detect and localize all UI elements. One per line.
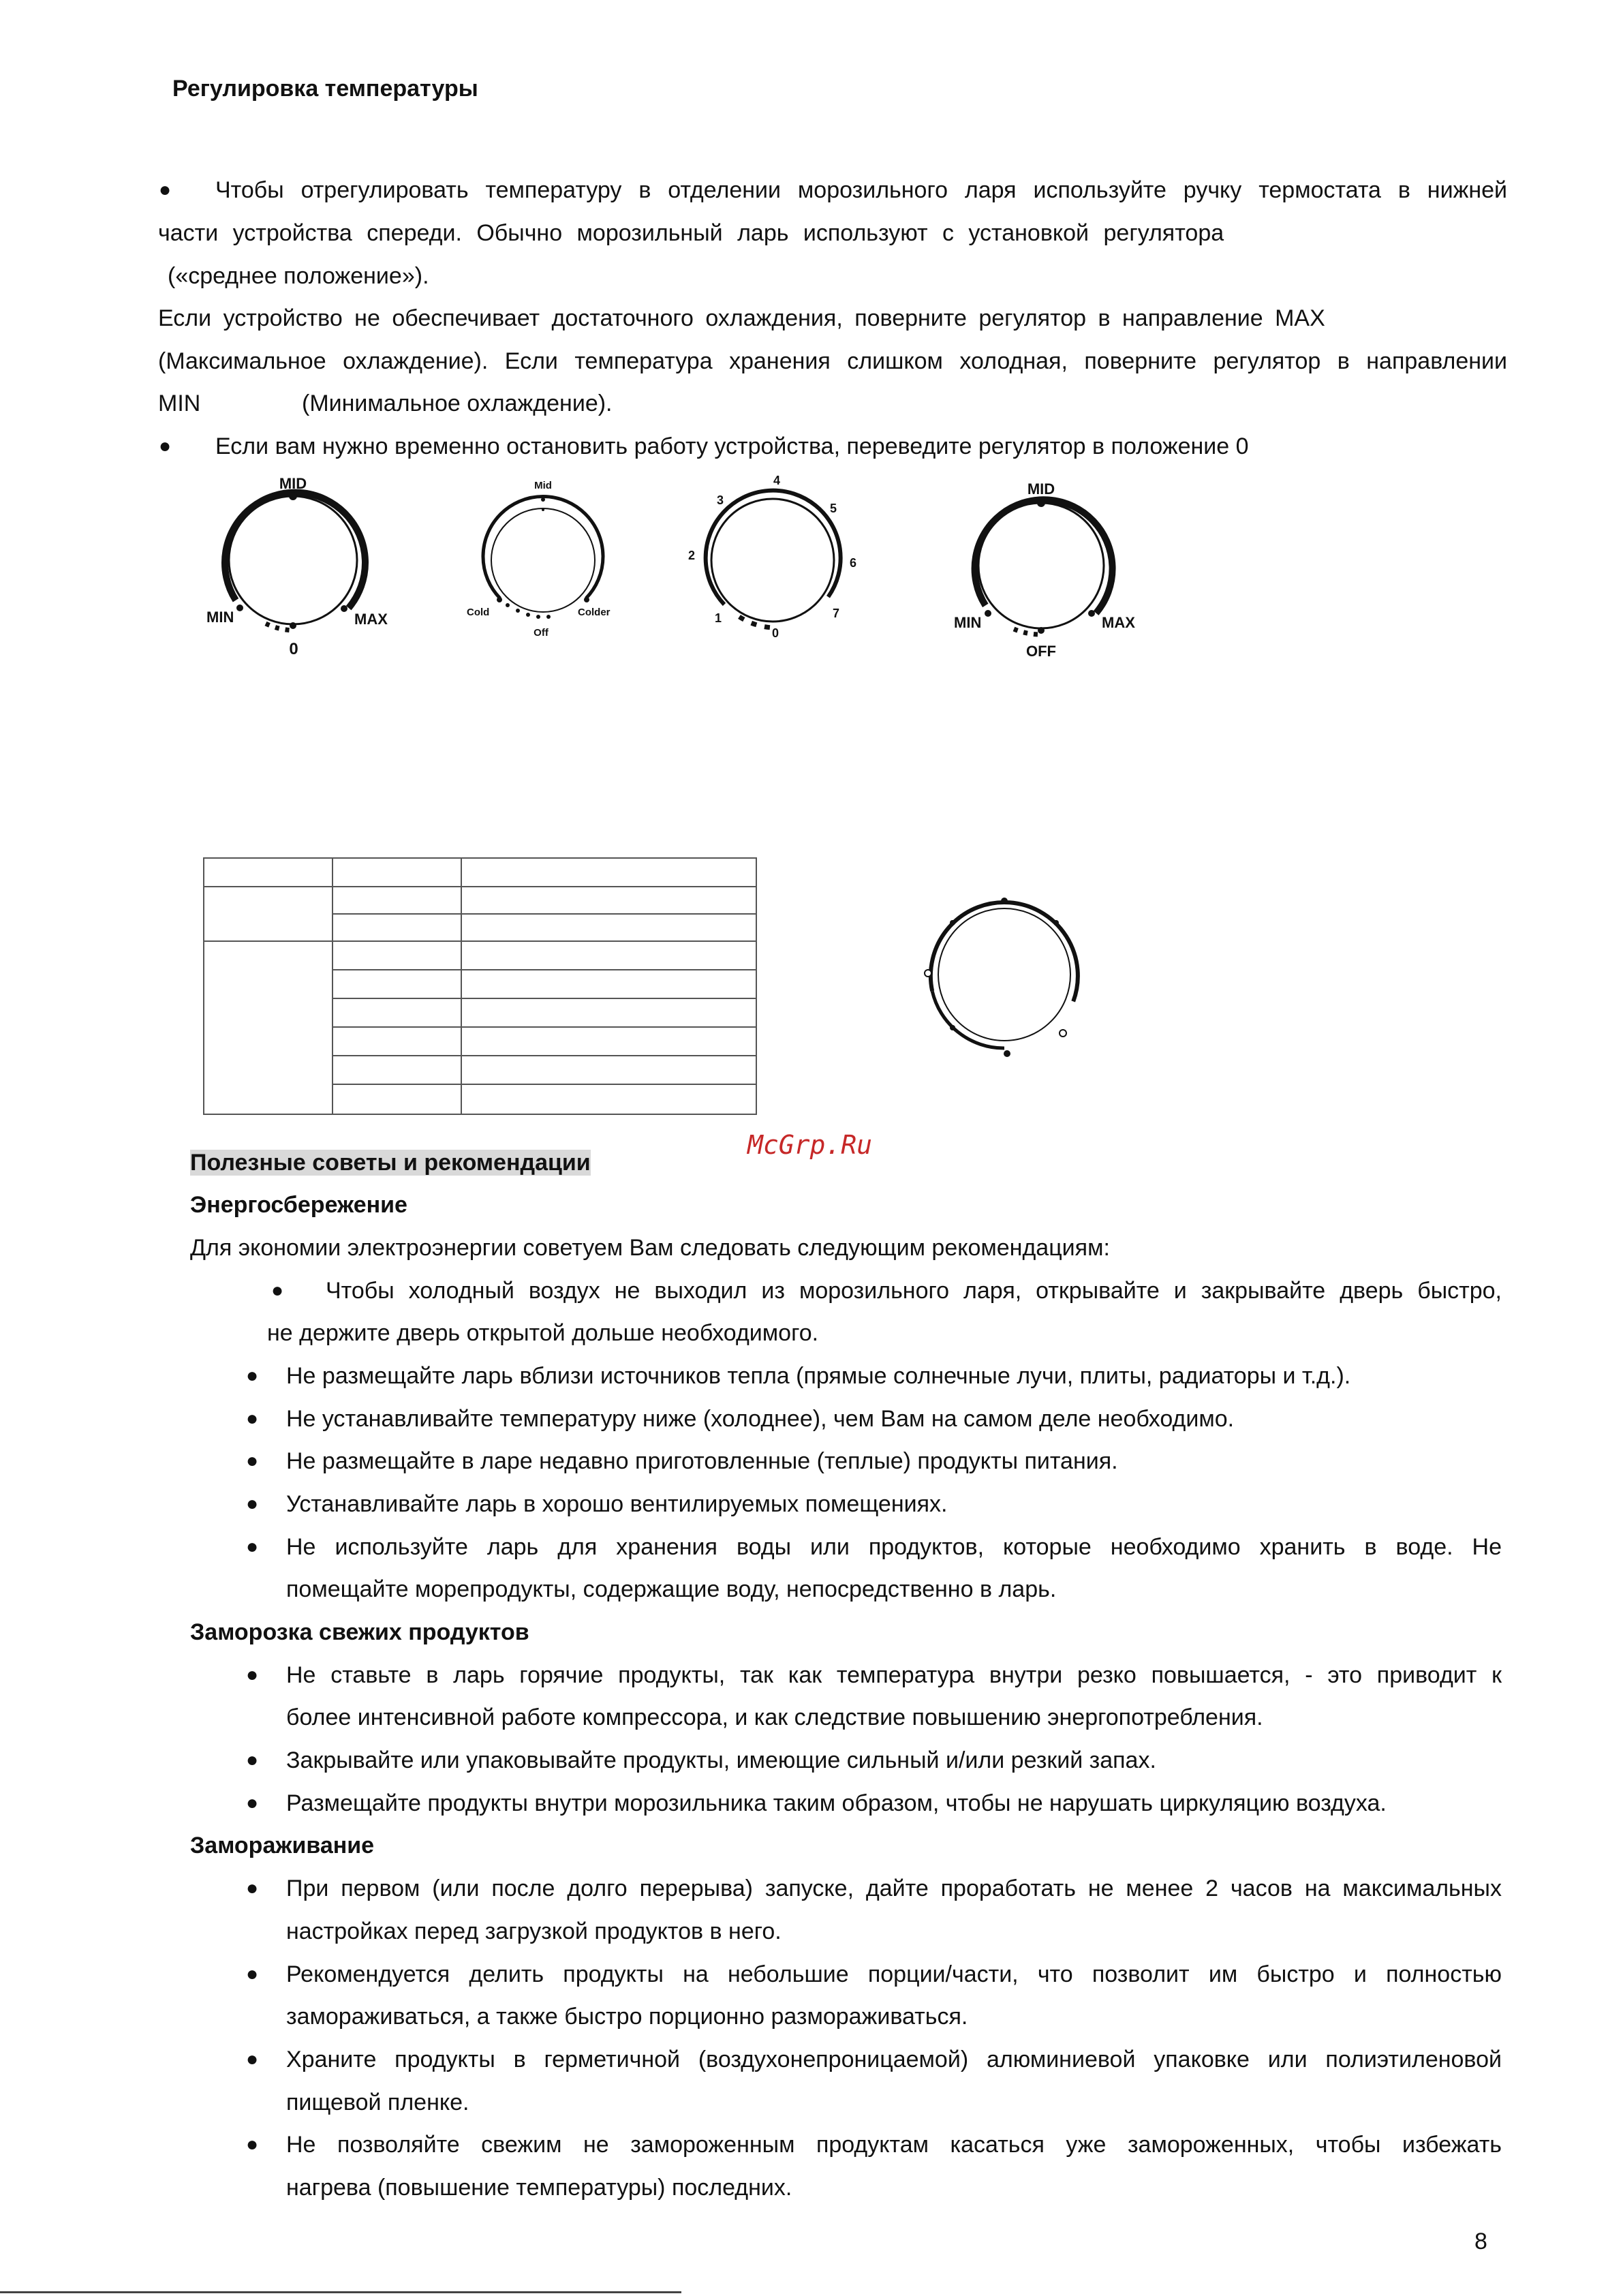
table-cell bbox=[333, 1084, 461, 1114]
list-item: Рекомендуется делить продукты на небольшие порции/части, что позволит им быстро и полностью bbox=[286, 1961, 1502, 1987]
paragraph-line: (Максимальное охлаждение). Если температура хранения слишком холодная, поверните регулятор в направлении bbox=[158, 348, 1507, 374]
table-cell bbox=[204, 858, 333, 887]
bullet-icon: ● bbox=[246, 1493, 259, 1515]
bullet-icon: ● bbox=[159, 179, 172, 201]
dial-label-off: Off bbox=[534, 627, 548, 639]
table-cell bbox=[461, 887, 756, 914]
paragraph-line: части устройства спереди. Обычно морозильный ларь используют с установкой регулятора bbox=[158, 220, 1224, 246]
dial-label-cold: Cold bbox=[467, 607, 490, 618]
table-cell bbox=[204, 887, 333, 941]
bullet-icon: ● bbox=[159, 435, 172, 457]
table-cell bbox=[204, 941, 333, 1114]
bullet-icon: ● bbox=[246, 1877, 259, 1899]
watermark: McGrp.Ru bbox=[747, 1130, 873, 1160]
fresh-title: Заморозка свежих продуктов bbox=[190, 1619, 529, 1645]
table-cell bbox=[461, 998, 756, 1027]
dial-2 bbox=[467, 480, 610, 639]
paragraph-line: Если вам нужно временно остановить работу устройства, переведите регулятор в положение 0 bbox=[215, 433, 1249, 459]
list-item: Размещайте продукты внутри морозильника таким образом, чтобы не нарушать циркуляцию воздуха. bbox=[286, 1790, 1387, 1816]
freeze-title: Замораживание bbox=[190, 1833, 375, 1858]
paragraph-line: («среднее положение»). bbox=[168, 263, 429, 289]
thermostat-dials-figure bbox=[0, 0, 1623, 682]
list-item: помещайте морепродукты, содержащие воду, непосредственно в ларь. bbox=[286, 1576, 1057, 1602]
bullet-icon: ● bbox=[246, 1963, 259, 1985]
table-cell bbox=[461, 858, 756, 887]
list-item: Чтобы холодный воздух не выходил из морозильного ларя, открывайте и закрывайте дверь быстро, bbox=[326, 1278, 1502, 1304]
unlabeled-dial bbox=[913, 879, 1104, 1077]
list-item: Не устанавливайте температуру ниже (холоднее), чем Вам на самом деле необходимо. bbox=[286, 1406, 1235, 1432]
list-item: Не размещайте в ларе недавно приготовленные (теплые) продукты питания. bbox=[286, 1448, 1118, 1474]
energy-title: Энергосбережение bbox=[190, 1192, 407, 1218]
bullet-icon: ● bbox=[246, 2133, 259, 2156]
bullet-icon: ● bbox=[246, 1664, 259, 1686]
dial-label-3: 3 bbox=[717, 493, 724, 507]
list-item: настройках перед загрузкой продуктов в него. bbox=[286, 1918, 782, 1944]
list-item: Закрывайте или упаковывайте продукты, имеющие сильный и/или резкий запах. bbox=[286, 1747, 1156, 1773]
table-cell bbox=[461, 1084, 756, 1114]
table-cell bbox=[461, 1027, 756, 1056]
dial-label-off: OFF bbox=[1026, 643, 1056, 660]
dial-label-1: 1 bbox=[715, 611, 722, 625]
list-item: нагрева (повышение температуры) последних. bbox=[286, 2175, 792, 2201]
table-cell bbox=[333, 858, 461, 887]
list-item: Не размещайте ларь вблизи источников тепла (прямые солнечные лучи, плиты, радиаторы и т.д.). bbox=[286, 1363, 1351, 1389]
bullet-icon: ● bbox=[246, 1749, 259, 1771]
dial-label-2: 2 bbox=[688, 549, 696, 562]
dial-label-max: MAX bbox=[1102, 614, 1135, 631]
dial-label-mid: Mid bbox=[534, 480, 552, 491]
list-item: более интенсивной работе компрессора, и как следствие повышению энергопотребления. bbox=[286, 1704, 1263, 1730]
dial-label-7: 7 bbox=[833, 607, 840, 620]
list-item: Устанавливайте ларь в хорошо вентилируемых помещениях. bbox=[286, 1491, 948, 1517]
list-item: не держите дверь открытой дольше необходимого. bbox=[267, 1320, 819, 1346]
dial-label-5: 5 bbox=[830, 502, 837, 515]
list-item: пищевой пленке. bbox=[286, 2090, 469, 2115]
table-cell bbox=[333, 1027, 461, 1056]
table-cell bbox=[461, 1056, 756, 1084]
tips-heading bbox=[190, 1148, 591, 1178]
list-item: Не используйте ларь для хранения воды или продуктов, которые необходимо хранить в воде. Не bbox=[286, 1534, 1502, 1560]
paragraph-line: Чтобы отрегулировать температуру в отделении морозильного ларя используйте ручку термостата в нижней bbox=[215, 177, 1507, 203]
dial-4 bbox=[954, 480, 1135, 660]
table-cell bbox=[333, 914, 461, 941]
table-cell bbox=[333, 941, 461, 970]
paragraph-line: (Минимальное охлаждение). bbox=[302, 391, 613, 416]
dial-label-min: MIN bbox=[206, 609, 234, 626]
list-item: При первом (или после долго перерыва) запуске, дайте проработать не менее 2 часов на максимальных bbox=[286, 1876, 1502, 1901]
dial-label-6: 6 bbox=[850, 556, 857, 570]
bullet-icon: ● bbox=[246, 2048, 259, 2070]
list-item: Не позволяйте свежим не замороженным продуктам касаться уже замороженных, чтобы избежать bbox=[286, 2132, 1502, 2158]
dial-label-mid: MID bbox=[1027, 480, 1055, 498]
bullet-icon: ● bbox=[271, 1279, 284, 1302]
dial-3 bbox=[688, 474, 856, 640]
paragraph-line: MIN bbox=[158, 391, 201, 416]
footer-rule bbox=[0, 2291, 681, 2293]
section-title: Регулировка температуры bbox=[172, 76, 478, 102]
dial-label-max: MAX bbox=[354, 611, 388, 628]
table-cell bbox=[333, 1056, 461, 1084]
list-item: Не ставьте в ларь горячие продукты, так как температура внутри резко повышается, - это приводит к bbox=[286, 1662, 1502, 1688]
dial-label-4: 4 bbox=[773, 474, 781, 487]
table-cell bbox=[461, 970, 756, 998]
list-item: Храните продукты в герметичной (воздухонепроницаемой) алюминиевой упаковке или полиэтиленовой bbox=[286, 2047, 1502, 2072]
page-number: 8 bbox=[1474, 2229, 1487, 2254]
dial-label-mid: MID bbox=[279, 475, 307, 492]
table-cell bbox=[333, 970, 461, 998]
bullet-icon: ● bbox=[246, 1364, 259, 1387]
table-cell bbox=[333, 998, 461, 1027]
bullet-icon: ● bbox=[246, 1450, 259, 1472]
dial-label-min: MIN bbox=[954, 614, 982, 631]
table-cell bbox=[333, 887, 461, 914]
paragraph-line: Если устройство не обеспечивает достаточного охлаждения, поверните регулятор в направление MAX bbox=[158, 305, 1325, 331]
dial-1 bbox=[206, 475, 388, 658]
dial-label-zero: 0 bbox=[289, 640, 298, 658]
dial-label-0: 0 bbox=[771, 626, 779, 640]
bullet-icon: ● bbox=[246, 1792, 259, 1814]
list-item: замораживаться, а также быстро порционно размораживаться. bbox=[286, 2004, 968, 2030]
table-cell bbox=[461, 941, 756, 970]
bullet-icon: ● bbox=[246, 1407, 259, 1430]
dial-label-colder: Colder bbox=[578, 607, 610, 618]
empty-settings-table bbox=[203, 857, 757, 1115]
table-cell bbox=[461, 914, 756, 941]
tips-heading-text: Полезные советы и рекомендации bbox=[190, 1150, 591, 1176]
bullet-icon: ● bbox=[246, 1535, 259, 1558]
energy-intro: Для экономии электроэнергии советуем Вам следовать следующим рекомендациям: bbox=[190, 1235, 1110, 1261]
